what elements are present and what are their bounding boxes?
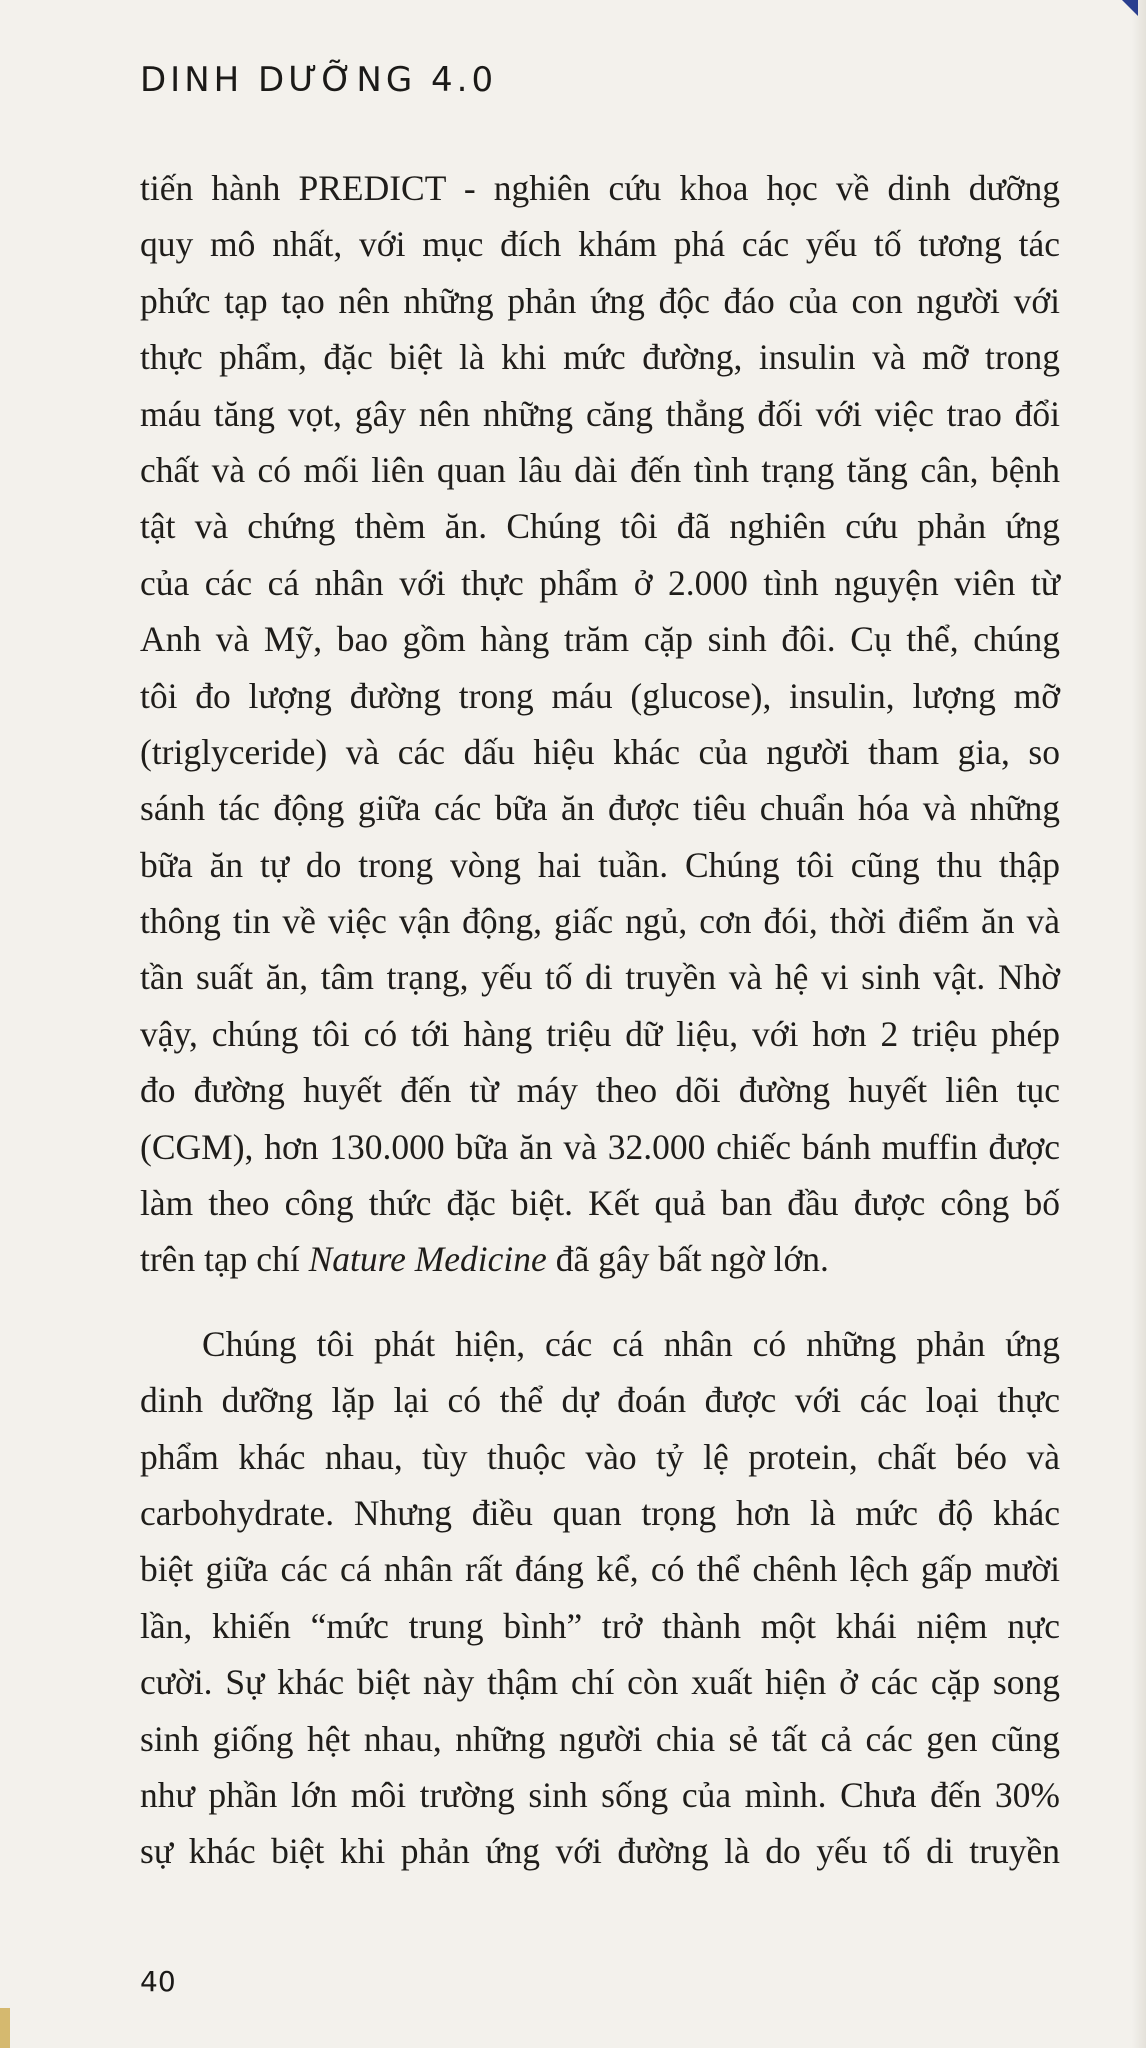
text-line: thực phẩm, đặc biệt là khi mức đường, insulin và mỡ trong xyxy=(140,337,1060,378)
text-line: tiến hành PREDICT - nghiên cứu khoa học về dinh dưỡng xyxy=(140,168,1060,208)
body-text xyxy=(140,160,1060,1880)
text-line: phẩm khác nhau, tùy thuộc vào tỷ lệ protein, chất béo và xyxy=(140,1436,1060,1477)
journal-title: Nature Medicine xyxy=(308,1239,547,1280)
text-line: đo đường huyết đến từ máy theo dõi đường huyết liên tục xyxy=(140,1070,1060,1111)
text-line: cười. Sự khác biệt này thậm chí còn xuất hiện ở các cặp song xyxy=(140,1662,1060,1703)
text-line: lần, khiến “mức trung bình” trở thành một khái niệm nực xyxy=(140,1605,1060,1646)
page-stain xyxy=(0,2008,10,2048)
text-line: sánh tác động giữa các bữa ăn được tiêu chuẩn hóa và những xyxy=(140,788,1060,829)
text-line: quy mô nhất, với mục đích khám phá các yếu tố tương tác xyxy=(140,224,1060,265)
text-line: tôi đo lượng đường trong máu (glucose), insulin, lượng mỡ xyxy=(140,675,1060,716)
paragraph-2 xyxy=(140,1316,1060,1880)
paragraph-gap xyxy=(140,1288,1060,1316)
text-line: tần suất ăn, tâm trạng, yếu tố di truyền và hệ vi sinh vật. Nhờ xyxy=(140,957,1060,998)
text-line: phức tạp tạo nên những phản ứng độc đáo của con người với xyxy=(140,280,1060,321)
text-line: của các cá nhân với thực phẩm ở 2.000 tình nguyện viên từ xyxy=(140,562,1060,603)
text-line: (triglyceride) và các dấu hiệu khác của người tham gia, so xyxy=(140,731,1060,772)
last-line-after: đã gây bất ngờ lớn. xyxy=(546,1239,829,1280)
text-line: vậy, chúng tôi có tới hàng triệu dữ liệu, với hơn 2 triệu phép xyxy=(140,1013,1060,1054)
paragraph-1 xyxy=(140,160,1060,1231)
text-line: dinh dưỡng lặp lại có thể dự đoán được với các loại thực xyxy=(140,1380,1060,1421)
text-line: sự khác biệt khi phản ứng với đường là do yếu tố di truyền xyxy=(140,1831,1060,1872)
last-line-before: trên tạp chí xyxy=(140,1239,309,1280)
text-line: carbohydrate. Nhưng điều quan trọng hơn là mức độ khác xyxy=(140,1492,1060,1533)
paragraph-1-last-line xyxy=(140,1231,1060,1287)
text-line: thông tin về việc vận động, giấc ngủ, cơn đói, thời điểm ăn và xyxy=(140,901,1060,942)
text-line: (CGM), hơn 130.000 bữa ăn và 32.000 chiếc bánh muffin được xyxy=(140,1126,1060,1167)
text-line: biệt giữa các cá nhân rất đáng kể, có thể chênh lệch gấp mười xyxy=(140,1549,1060,1590)
running-head: DINH DƯỠNG 4.0 xyxy=(140,60,498,100)
text-line: máu tăng vọt, gây nên những căng thẳng đối với việc trao đổi xyxy=(140,393,1060,434)
page-number: 40 xyxy=(140,1965,176,1998)
text-line: Anh và Mỹ, bao gồm hàng trăm cặp sinh đôi. Cụ thể, chúng xyxy=(140,619,1060,660)
text-line: sinh giống hệt nhau, những người chia sẻ tất cả các gen cũng xyxy=(140,1718,1060,1759)
text-line: Chúng tôi phát hiện, các cá nhân có những phản ứng xyxy=(202,1323,1060,1364)
text-line: như phần lớn môi trường sinh sống của mình. Chưa đến 30% xyxy=(140,1774,1060,1815)
text-line: tật và chứng thèm ăn. Chúng tôi đã nghiên cứu phản ứng xyxy=(140,506,1060,547)
text-line: làm theo công thức đặc biệt. Kết quả ban đầu được công bố xyxy=(140,1183,1060,1224)
text-line: chất và có mối liên quan lâu dài đến tình trạng tăng cân, bệnh xyxy=(140,449,1060,490)
text-line: bữa ăn tự do trong vòng hai tuần. Chúng tôi cũng thu thập xyxy=(140,844,1060,885)
page-edge xyxy=(1132,0,1146,2048)
